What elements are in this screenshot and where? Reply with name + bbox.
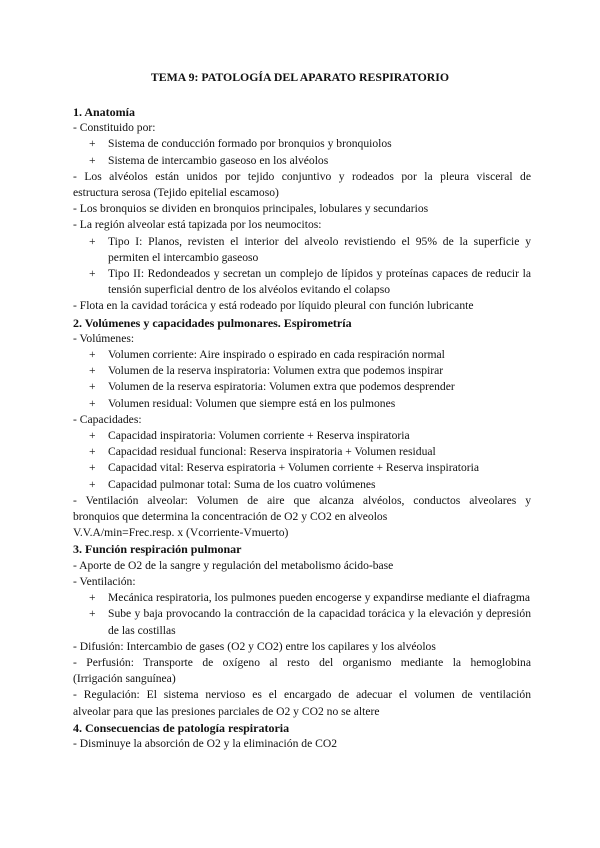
bullet-item: + Tipo I: Planos, revisten el interior del alveolo revistiendo el 95% de la superficie y permiten el intercambio gaseoso bbox=[73, 234, 531, 266]
text-line: - La región alveolar está tapizada por los neumocitos: bbox=[73, 218, 322, 232]
bullet-item: + Mecánica respiratoria, los pulmones pueden encogerse y expandirse mediante el diafragma bbox=[73, 590, 531, 606]
text-line: - Perfusión: Transporte de oxígeno al resto del organismo mediante la hemoglobina bbox=[73, 655, 531, 669]
bullet-item: + Volumen de la reserva inspiratoria: Volumen extra que podemos inspirar bbox=[73, 363, 531, 379]
bullet-item: + Capacidad vital: Reserva espiratoria + Volumen corriente + Reserva inspiratoria bbox=[73, 460, 531, 476]
bullet-item: + Volumen corriente: Aire inspirado o espirado en cada respiración normal bbox=[73, 347, 531, 363]
text-line: - Ventilación alveolar: Volumen de aire que alcanza alvéolos, conductos alveolares y bbox=[73, 493, 531, 507]
bullet-item: + Sistema de intercambio gaseoso en los alvéolos bbox=[73, 153, 531, 169]
text-line: (Irrigación sanguínea) bbox=[73, 672, 176, 686]
section-heading-volumenes: 2. Volúmenes y capacidades pulmonares. Espirometría bbox=[73, 315, 352, 330]
text-line: - Los alvéolos están unidos por tejido conjuntivo y rodeados por la pleura visceral de bbox=[73, 169, 531, 183]
bullet-item: + Tipo II: Redondeados y secretan un complejo de lípidos y proteínas capaces de reducir la tensión superficial dentro de los alvéolos evitando el colapso bbox=[73, 266, 531, 298]
text-line: - Los bronquios se dividen en bronquios principales, lobulares y secundarios bbox=[73, 202, 429, 216]
formula-line: V.V.A/min=Frec.resp. x (Vcorriente-Vmuerto) bbox=[73, 526, 289, 540]
section-heading-funcion: 3. Función respiración pulmonar bbox=[73, 542, 242, 557]
text-line: - Ventilación: bbox=[73, 574, 136, 588]
bullet-item: + Capacidad pulmonar total: Suma de los cuatro volúmenes bbox=[73, 477, 531, 493]
bullet-item: + Sube y baja provocando la contracción de la capacidad torácica y la elevación y depresión de las costillas bbox=[73, 606, 531, 638]
bullet-item: + Capacidad residual funcional: Reserva inspiratoria + Volumen residual bbox=[73, 444, 531, 460]
section-heading-consecuencias: 4. Consecuencias de patología respiratoria bbox=[73, 720, 290, 735]
bullet-item: + Volumen de la reserva espiratoria: Volumen extra que podemos desprender bbox=[73, 379, 531, 395]
text-line: - Difusión: Intercambio de gases (O2 y CO2) entre los capilares y los alvéolos bbox=[73, 639, 436, 653]
text-line: estructura serosa (Tejido epitelial escamoso) bbox=[73, 186, 279, 200]
section-heading-anatomia: 1. Anatomía bbox=[73, 105, 136, 119]
bullet-item: + Capacidad inspiratoria: Volumen corriente + Reserva inspiratoria bbox=[73, 428, 531, 444]
bullet-item: + Sistema de conducción formado por bronquios y bronquiolos bbox=[73, 136, 531, 152]
text-line: bronquios que determina la concentración de O2 y CO2 en alveolos bbox=[73, 510, 388, 524]
document-title: TEMA 9: PATOLOGÍA DEL APARATO RESPIRATORIO bbox=[150, 70, 450, 84]
text-line: - Capacidades: bbox=[73, 412, 142, 426]
document-body bbox=[73, 104, 531, 752]
text-line: - Regulación: El sistema nervioso es el encargado de adecuar el volumen de ventilación bbox=[73, 688, 531, 702]
text-line: - Constituido por: bbox=[73, 121, 156, 135]
text-line: - Flota en la cavidad torácica y está rodeado por líquido pleural con función lubricante bbox=[73, 299, 474, 313]
text-line: - Aporte de O2 de la sangre y regulación del metabolismo ácido-base bbox=[73, 558, 394, 572]
text-line: alveolar para que las presiones parciales de O2 y CO2 no se altere bbox=[73, 704, 380, 718]
bullet-item: + Volumen residual: Volumen que siempre está en los pulmones bbox=[73, 396, 531, 412]
text-line: - Disminuye la absorción de O2 y la eliminación de CO2 bbox=[73, 736, 338, 750]
text-line: - Volúmenes: bbox=[73, 331, 135, 345]
